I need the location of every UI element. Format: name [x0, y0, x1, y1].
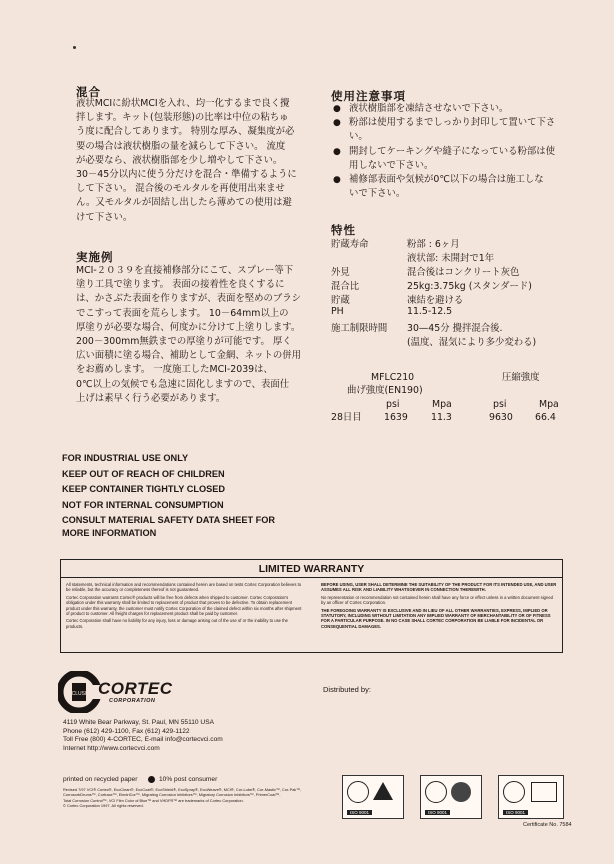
text-line: 上げは素早く行う必要があります。 — [76, 392, 226, 404]
flexural-label: 曲げ強度(EN190) — [347, 385, 423, 396]
bvqi-icon — [503, 781, 525, 803]
warnings-block — [62, 452, 275, 540]
text-line: 広い面積に塗る場合、補助として金網、ネットの併用 — [76, 350, 302, 362]
property-label: 混合比 — [331, 281, 360, 292]
bvqi-icon — [347, 781, 369, 803]
text-line: して下さい。 混合後のモルタルを再使用出来ませ — [76, 183, 285, 195]
trademark-line: CorrosorbDrums™, Cortrace™, ElectriCor™, Migrating Corrosion Inhibitors™, Migratory Corrosion Inhibitors™, PrimerCoat™, — [63, 792, 281, 798]
bvqi-icon — [425, 781, 447, 803]
text-line: 200－300mm無鉄までの厚塗りが可能です。 厚く — [76, 336, 292, 348]
property-label — [331, 250, 407, 264]
text-line: い。 — [349, 131, 368, 143]
distributed-by: Distributed by: — [323, 685, 371, 694]
table-row — [331, 292, 536, 306]
warranty-paragraph: Cortec Corporation shall have no liability for any injury, loss or damage arising out of the use of or the inability to use the products. — [66, 618, 288, 629]
property-label: 貯蔵 — [331, 295, 350, 306]
property-value: 凍結を避ける — [407, 295, 464, 306]
text-line: 塗り工具で塗ります。 表面の接着性を良くするに — [76, 279, 285, 291]
property-value: 30—45分 攪拌混合後. — [407, 322, 503, 334]
list-item — [331, 102, 593, 116]
property-label — [331, 334, 407, 348]
text-line: 液状MCIに紛状MCIを入れ、均一化するまで良く攪 — [76, 98, 290, 109]
strength-value: 9630 — [489, 412, 513, 423]
certification-logo — [498, 775, 564, 819]
unit-psi: psi — [386, 399, 400, 410]
table-row — [331, 264, 536, 278]
warning-line: KEEP CONTAINER TIGHTLY CLOSED — [62, 484, 226, 495]
strength-product: MFLC210 — [371, 372, 415, 383]
table-row — [331, 236, 536, 250]
table-row — [331, 334, 536, 348]
text-line: ● 補修部表面や気候が0℃以下の場合は施工しな — [349, 174, 544, 186]
property-value: 液状部: 未開封で1年 — [407, 253, 495, 264]
list-item — [331, 173, 593, 201]
precautions-list — [331, 102, 593, 201]
logo-text: CORTEC — [98, 679, 173, 698]
warning-line: NOT FOR INTERNAL CONSUMPTION — [62, 499, 224, 510]
text-line: いで下さい。 — [349, 188, 406, 200]
properties-heading: 特性 — [331, 223, 356, 237]
post-consumer-note: 10% post consumer — [159, 776, 218, 783]
property-value: 11.5-12.5 — [407, 306, 453, 317]
accreditation-icon — [531, 782, 557, 802]
table-row — [331, 278, 536, 292]
toll-free: Toll Free (800) 4-CORTEC, E-mail info@cortecvci.com — [63, 736, 223, 744]
text-line: でこすって表面を荒らします。 10－64mm以上の — [76, 307, 289, 319]
precautions-heading: 使用注意事項 — [331, 89, 406, 103]
text-line: 拌します。キット(包装形態)の比率は中位の粘ちゅ — [76, 112, 289, 124]
phone: Phone (612) 429-1100, Fax (612) 429-1122 — [63, 727, 190, 735]
recycled-note: printed on recycled paper — [63, 776, 138, 783]
text-line: が必要なら、液状樹脂部を少し増やして下さい。 — [76, 154, 283, 166]
unit-psi: psi — [493, 399, 507, 410]
warranty-paragraph: BEFORE USING, USER SHALL DETERMINE THE SUITABILITY OF THE PRODUCT FOR ITS INTENDED USE, AND USER ASSUMES ALL RISK AND LIABILITY WHATSOEVER IN CONNECTION THEREWITH. — [321, 582, 557, 593]
text-line: 要の場合は液状樹脂の量を減らして下さい。 流度 — [76, 140, 286, 152]
trademark-line: Total Corrosion Control™, VCI Film Color of Blue™ and VHDFR™ are trademarks of Cortec Corporation. — [63, 797, 244, 803]
crown-icon — [373, 782, 393, 800]
address: 4119 White Bear Parkway, St. Paul, MN 55110 USA — [63, 719, 214, 726]
cortec-logo — [58, 671, 208, 713]
warranty-title: LIMITED WARRANTY — [258, 563, 365, 575]
text-line: ● 開封してケーキングや縫子になっている粉部は使 — [349, 145, 555, 157]
day-label: 28日目 — [331, 412, 362, 423]
unit-mpa: Mpa — [539, 399, 559, 410]
property-label: PH — [331, 306, 344, 317]
property-value: 粉部 : 6ヶ月 — [407, 239, 460, 250]
list-item — [331, 145, 593, 173]
iso-label: ISO 9001 — [425, 810, 450, 815]
mixing-heading: 混合 — [76, 85, 101, 99]
property-label: 貯蔵寿命 — [331, 239, 369, 250]
text-line: ● 液状樹脂部を凍結させないで下さい。 — [349, 103, 509, 114]
warning-line: MORE INFORMATION — [62, 527, 157, 538]
text-line: は、かさぶた表面を作りますが、表面を堅めのブラシ — [76, 293, 302, 305]
company-contact — [63, 719, 223, 753]
recycle-icon — [148, 776, 155, 783]
property-label: 施工制限時間 — [331, 322, 388, 334]
example-text — [76, 264, 301, 406]
text-line: 厚塗りが必要な場合、何度かに分けて上塗りします。 — [76, 321, 301, 333]
compressive-label: 圧縮強度 — [502, 372, 540, 383]
strength-value: 1639 — [384, 412, 408, 423]
certification-logo — [342, 775, 404, 819]
text-line: MCI-２０３９を直接補修部分にこて、スプレー等下 — [76, 265, 294, 276]
certification-logo — [420, 775, 482, 819]
internet-link[interactable]: Internet http://www.cortecvci.com — [63, 744, 160, 752]
properties-table — [331, 236, 536, 348]
unit-mpa: Mpa — [432, 399, 452, 410]
logo-ring-text: EXCLUSIVE — [64, 691, 94, 697]
list-item — [331, 116, 593, 144]
text-line: 用しないで下さい。 — [349, 159, 434, 171]
iso-label: ISO 9001 — [347, 810, 372, 815]
trademarks — [63, 787, 333, 809]
warranty-paragraph: No representation or recommendation not contained herein shall have any force or effect unless in a written document signed by an officer of Cortec Corporation. — [321, 594, 553, 606]
trademark-line: © Cortec Corporation 1997. All rights reserved. — [63, 803, 144, 809]
text-line: う度に配合してあります。 特別な厚み、凝集度が必 — [76, 126, 295, 138]
example-heading: 実施例 — [76, 250, 114, 264]
warranty-left — [66, 582, 304, 629]
trademark-line: Revised 7/97 VCI® Cortec®, EcoClean®, EcoCoat®, EcoShield®, EcoSpray®, EcoWeave®, MCI®, Cor-Lube®, Cor-Mastic™, Cor-Pak™, — [63, 787, 302, 792]
property-value: 混合後はコンクリート灰色 — [407, 267, 520, 278]
logo-subtext: CORPORATION — [109, 698, 156, 704]
warning-line: CONSULT MATERIAL SAFETY DATA SHEET FOR — [62, 515, 276, 526]
warranty-paragraph: THE FOREGOING WARRANTY IS EXCLUSIVE AND IN LIEU OF ALL OTHER WARRANTIES, EXPRESS, IMPLIED OR STATUTORY, INCLUDING WITHOUT LIMITATION ANY IMPLIED WARRANTY OF MERCHANTABILITY OR OF FITNESS FOR A PARTICULAR PURPOSE. IN NO CASE SHALL CORTEC CORPORATION BE LIABLE FOR INCIDENTAL OR CONSEQUENTIAL DAMAGES. — [321, 607, 551, 629]
table-row — [331, 250, 536, 264]
strength-value: 11.3 — [431, 412, 452, 423]
warranty-right — [321, 582, 557, 629]
warning-line: FOR INDUSTRIAL USE ONLY — [62, 453, 189, 463]
mixing-text — [76, 97, 297, 225]
text-line: をお薦めします。 一度施工したMCI-2039は、 — [76, 364, 273, 376]
text-line: 0℃以上の気候でも急速に固化しますので、表面仕 — [76, 378, 290, 390]
text-line: ん。又モルタルが固結し出したら薄めての使用は避 — [76, 197, 292, 209]
logo-mark-icon — [58, 671, 102, 713]
text-line: 30－45分以内に使う分だけを混合・準備するように — [76, 169, 297, 181]
iso-label: ISO 9001 — [503, 810, 528, 815]
property-value: (温度、湿気により多少変わる) — [407, 336, 537, 348]
property-label: 外見 — [331, 267, 350, 278]
warranty-box — [60, 559, 563, 653]
property-value: 25kg:3.75kg (スタンダード) — [407, 281, 532, 292]
table-row — [331, 320, 536, 334]
text-line: ● 粉部は使用するまでしっかり封印して置いて下さ — [349, 117, 556, 129]
page-mark — [73, 46, 76, 49]
text-line: けて下さい。 — [76, 211, 133, 223]
warranty-paragraph: Cortec Corporation warrants Cortec® products will be free from defects when shipped to customer. Cortec Corporation's obligation under this warranty shall be limited to replacement of product that proves to be defective. To obtain replacement product under this warranty, the customer must notify Cortec Corporation of the claimed defect within six months after shipment of product to customer. All freight charges for replacement product shall be paid by customer. — [66, 594, 302, 617]
warning-line: KEEP OUT OF REACH OF CHILDREN — [62, 468, 225, 479]
seal-icon — [451, 782, 471, 802]
warranty-paragraph: All statements, technical information and recommendations contained herein are based on tests Cortec Corporation believes to be reliable, but the accuracy or completeness thereof is not guaranteed. — [66, 582, 302, 593]
table-row — [331, 306, 536, 320]
strength-value: 66.4 — [535, 412, 556, 423]
certificate-number: Certificate No. 7584 — [523, 822, 572, 828]
